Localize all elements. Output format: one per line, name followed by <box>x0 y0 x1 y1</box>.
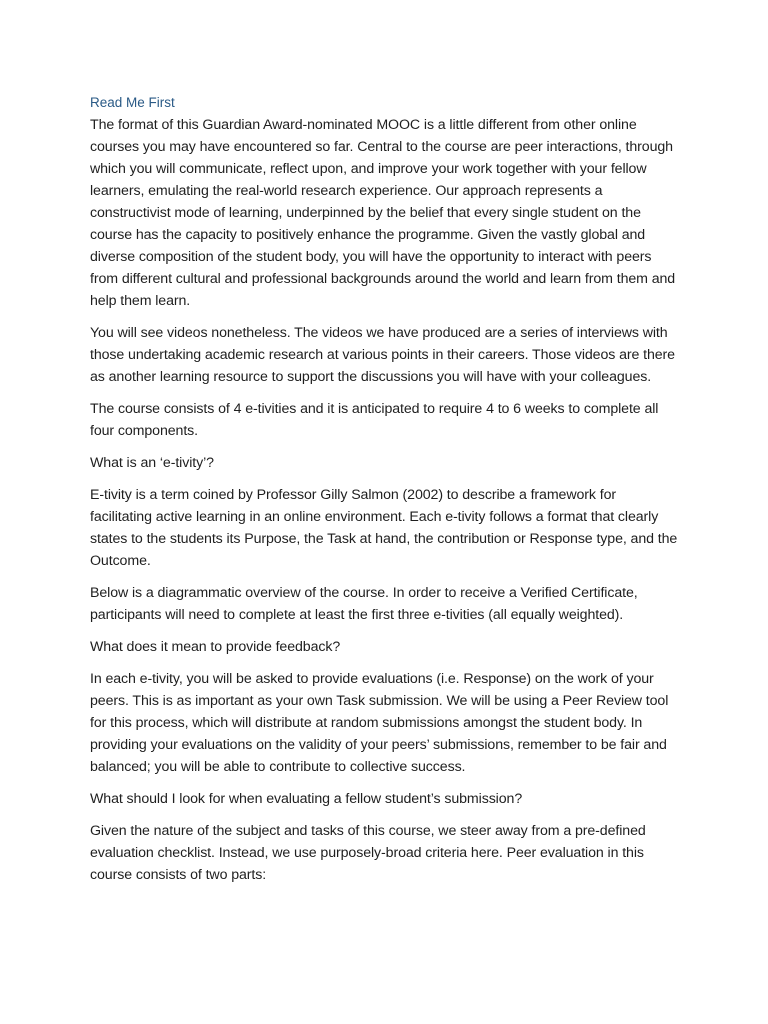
paragraph-intro: The format of this Guardian Award-nominated MOOC is a little different from other online courses you may have encountered so far. Central to the course are peer interactions, through which you will communicate, reflect upon, and improve your work together with your fellow learners, emulating the real-world research experience. Our approach represents a constructivist mode of learning, underpinned by the belief that every single student on the course has the capacity to positively enhance the programme. Given the vastly global and diverse composition of the student body, you will have the opportunity to interact with peers from different cultural and professional backgrounds around the world and learn from them and help them learn. <box>90 117 676 309</box>
paragraph-course-length: The course consists of 4 e-tivities and it is anticipated to require 4 to 6 weeks to complete all four components. <box>90 401 659 439</box>
subheading-etivity: What is an ‘e-tivity’? <box>90 455 214 471</box>
paragraph-evaluation-criteria: Given the nature of the subject and tasks of this course, we steer away from a pre-defined evaluation checklist. Instead, we use purposely-broad criteria here. Peer evaluation in this course consists of two parts: <box>90 823 646 883</box>
paragraph-videos: You will see videos nonetheless. The videos we have produced are a series of interviews with those undertaking academic research at various points in their careers. Those videos are there as another learning resource to support the discussions you will have with your colleagues. <box>90 325 675 385</box>
subheading-feedback: What does it mean to provide feedback? <box>90 639 341 655</box>
document-page <box>90 94 678 896</box>
section-heading: Read Me First <box>90 95 175 110</box>
paragraph-etivity-definition: E-tivity is a term coined by Professor Gilly Salmon (2002) to describe a framework for facilitating active learning in an online environment. Each e-tivity follows a format that clearly states to the students its Purpose, the Task at hand, the contribution or Response type, and the Outcome. <box>90 487 678 569</box>
paragraph-peer-review: In each e-tivity, you will be asked to provide evaluations (i.e. Response) on the work of your peers. This is as important as your own Task submission. We will be using a Peer Review tool for this process, which will distribute at random submissions amongst the student body. In providing your evaluations on the validity of your peers’ submissions, remember to be fair and balanced; you will be able to contribute to collective success. <box>90 671 669 775</box>
paragraph-certificate: Below is a diagrammatic overview of the course. In order to receive a Verified Certificate, participants will need to complete at least the first three e-tivities (all equally weighted). <box>90 585 638 623</box>
subheading-evaluation: What should I look for when evaluating a fellow student’s submission? <box>90 791 523 807</box>
